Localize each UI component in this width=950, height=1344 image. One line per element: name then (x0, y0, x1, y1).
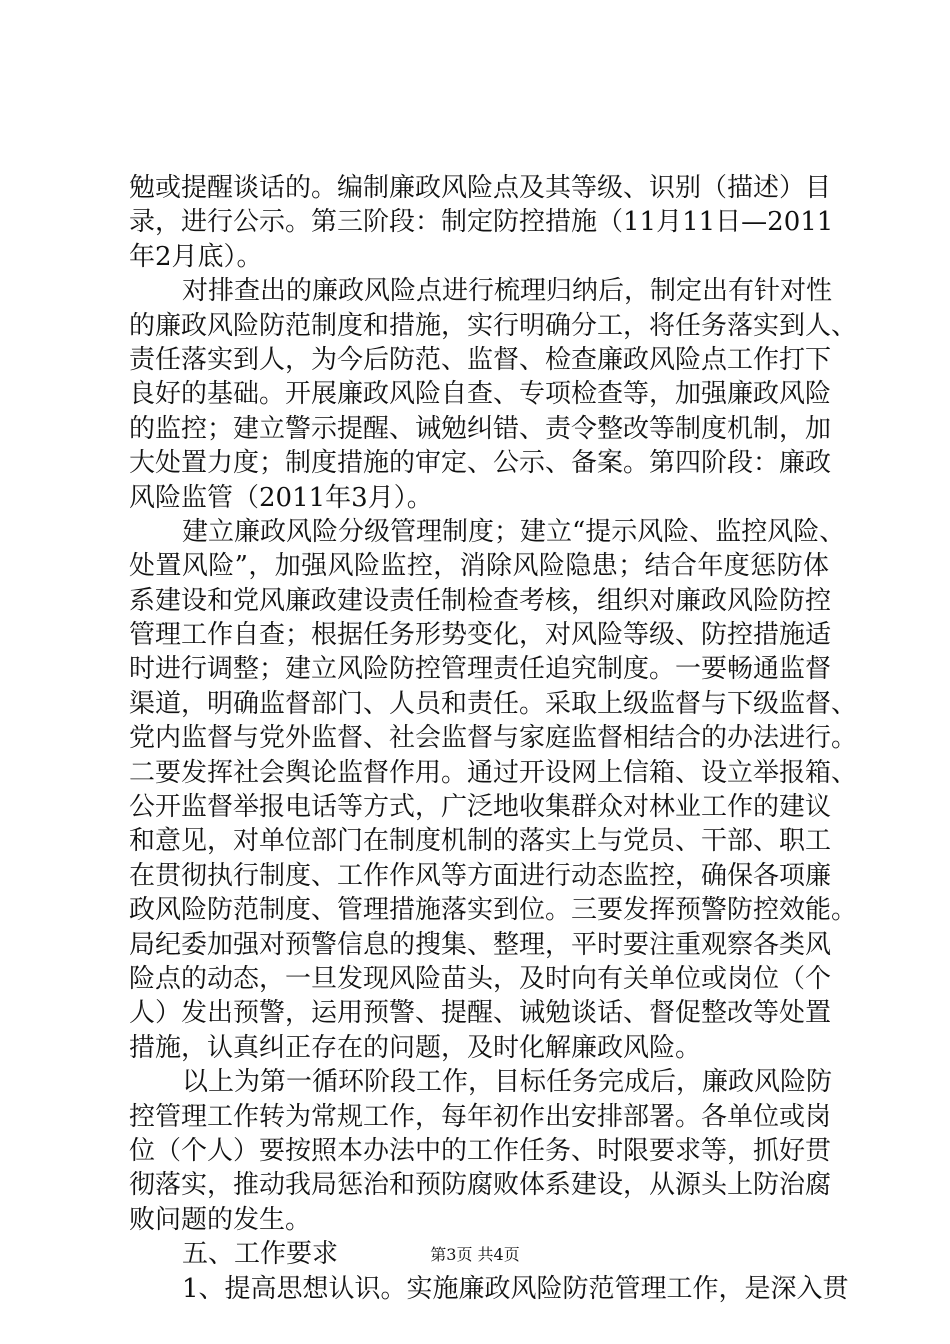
text-line: 渠道，明确监督部门、人员和责任。采取上级监督与下级监督、 (129, 688, 858, 719)
text-line: 责任落实到人，为今后防范、监督、检查廉政风险点工作打下 (129, 344, 832, 375)
text-line: 管理工作自查；根据任务形势变化，对风险等级、防控措施适 (129, 620, 832, 651)
text-line: 局纪委加强对预警信息的搜集、整理，平时要注重观察各类风 (129, 929, 832, 960)
text-line: 对排查出的廉政风险点进行梳理归纳后，制定出有针对性 (182, 276, 833, 307)
text-line: 党内监督与党外监督、社会监督与家庭监督相结合的办法进行。 (129, 723, 858, 754)
document-body (129, 171, 858, 1306)
text-line: 风险监管（2011年3月）。 (129, 482, 433, 513)
text-line: 系建设和党风廉政建设责任制检查考核，组织对廉政风险防控 (129, 585, 832, 616)
text-line: 大处置力度；制度措施的审定、公示、备案。第四阶段：廉政 (129, 448, 832, 479)
text-line: 时进行调整；建立风险防控管理责任追究制度。一要畅通监督 (129, 654, 832, 685)
page-footer (0, 1244, 950, 1266)
text-line: 和意见，对单位部门在制度机制的落实上与党员、干部、职工 (129, 826, 832, 857)
text-line: 险点的动态，一旦发现风险苗头，及时向有关单位或岗位（个 (129, 963, 832, 994)
text-line: 公开监督举报电话等方式，广泛地收集群众对林业工作的建议 (129, 792, 832, 823)
text-line: 政风险防范制度、管理措施落实到位。三要发挥预警防控效能。 (129, 895, 858, 926)
text-line: 的廉政风险防范制度和措施，实行明确分工，将任务落实到人、 (129, 310, 858, 341)
text-line: 控管理工作转为常规工作，每年初作出安排部署。各单位或岗 (129, 1101, 832, 1132)
text-line: 良好的基础。开展廉政风险自查、专项检查等，加强廉政风险 (129, 379, 832, 410)
text-line: 败问题的发生。 (129, 1204, 312, 1235)
text-line: 二要发挥社会舆论监督作用。通过开设网上信箱、设立举报箱、 (129, 757, 858, 788)
text-line: 措施，认真纠正存在的问题，及时化解廉政风险。 (129, 1032, 702, 1063)
text-line: 以上为第一循环阶段工作，目标任务完成后，廉政风险防 (182, 1067, 833, 1098)
text-line: 在贯彻执行制度、工作作风等方面进行动态监控，确保各项廉 (129, 860, 832, 891)
text-line: 彻落实，推动我局惩治和预防腐败体系建设，从源头上防治腐 (129, 1170, 832, 1201)
text-line: 1、提高思想认识。实施廉政风险防范管理工作，是深入贯 (182, 1273, 849, 1304)
text-line: 勉或提醒谈话的。编制廉政风险点及其等级、识别（描述）目 (129, 173, 832, 203)
text-line: 录，进行公示。第三阶段：制定防控措施（11月11日—2011 (129, 207, 834, 238)
text-line: 的监控；建立警示提醒、诫勉纠错、责令整改等制度机制，加 (129, 413, 832, 444)
text-line: 五、工作要求 (182, 1239, 339, 1270)
text-line: 人）发出预警，运用预警、提醒、诫勉谈话、督促整改等处置 (129, 998, 832, 1029)
text-line: 处置风险”，加强风险监控，消除风险隐患；结合年度惩防体 (129, 551, 829, 582)
text-line: 位（个人）要按照本办法中的工作任务、时限要求等，抓好贯 (129, 1135, 832, 1166)
text-line: 年2月底）。 (129, 241, 263, 272)
page-number-label: 第3页 共4页 (430, 1245, 520, 1264)
text-line: 建立廉政风险分级管理制度；建立“提示风险、监控风险、 (182, 516, 846, 547)
